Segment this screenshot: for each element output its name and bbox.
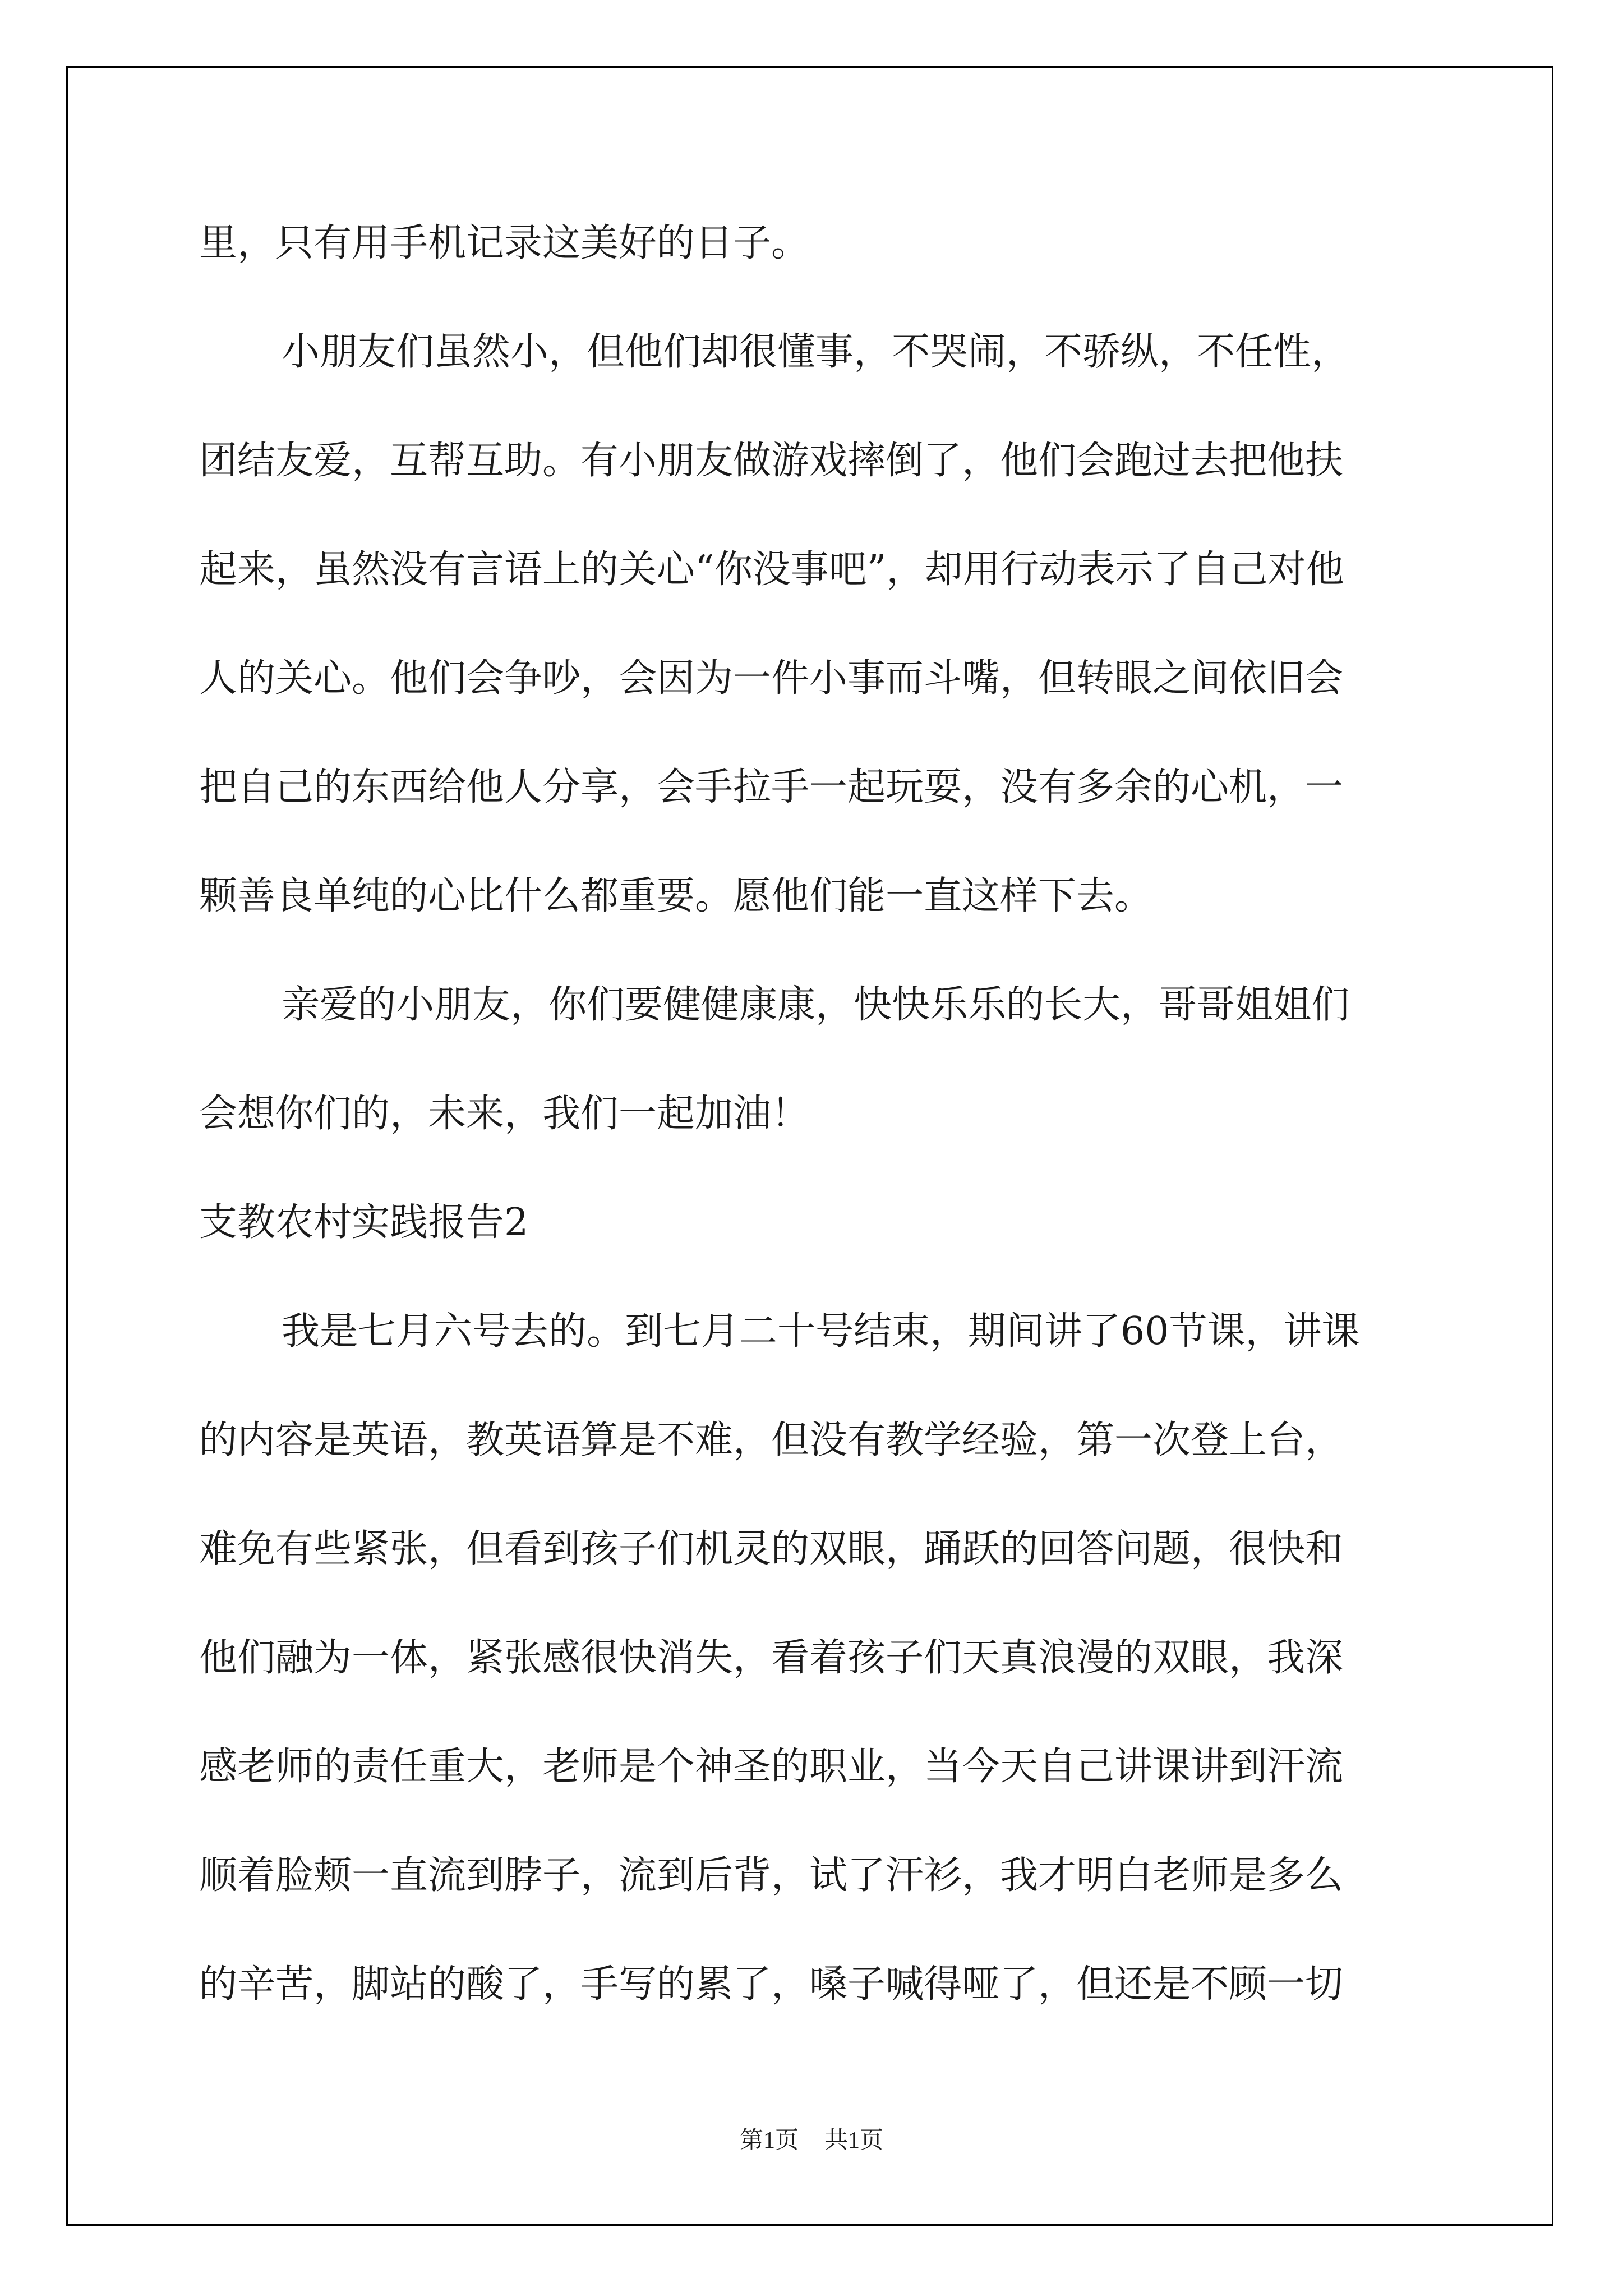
paragraph-line: 他们融为一体，紧张感很快消失，看着孩子们天真浪漫的双眼，我深	[199, 1636, 1344, 1680]
paragraph-line: 颗善良单纯的心比什么都重要。愿他们能一直这样下去。	[199, 874, 1153, 918]
paragraph-line: 会想你们的，未来，我们一起加油！	[199, 1092, 810, 1136]
page-number: 第1页	[739, 2128, 799, 2154]
paragraph-line: 把自己的东西给他人分享，会手拉手一起玩耍，没有多余的心机，一	[199, 765, 1344, 809]
page-border	[66, 66, 1553, 2226]
paragraph-line: 小朋友们虽然小，但他们却很懂事，不哭闹，不骄纵，不任性，	[282, 330, 1350, 374]
paragraph-line: 里，只有用手机记录这美好的日子。	[199, 221, 810, 265]
paragraph-line: 顺着脸颊一直流到脖子，流到后背，试了汗衫，我才明白老师是多么	[199, 1853, 1344, 1898]
paragraph-line: 的辛苦，脚站的酸了，手写的累了，嗓子喊得哑了，但还是不顾一切	[199, 1962, 1344, 2007]
page-total: 共1页	[824, 2128, 884, 2154]
paragraph-line: 难免有些紧张，但看到孩子们机灵的双眼，踊跃的回答问题，很快和	[199, 1527, 1344, 1571]
page-footer	[0, 2122, 1623, 2155]
paragraph-line: 团结友爱，互帮互助。有小朋友做游戏摔倒了，他们会跑过去把他扶	[199, 439, 1344, 483]
paragraph-line: 起来，虽然没有言语上的关心“你没事吧”，却用行动表示了自己对他	[199, 547, 1344, 592]
paragraph-line: 人的关心。他们会争吵，会因为一件小事而斗嘴，但转眼之间依旧会	[199, 656, 1344, 701]
section-heading: 支教农村实践报告2	[199, 1200, 529, 1245]
paragraph-line: 我是七月六号去的。到七月二十号结束，期间讲了60节课，讲课	[282, 1309, 1360, 1354]
paragraph-line: 亲爱的小朋友，你们要健健康康，快快乐乐的长大，哥哥姐姐们	[282, 983, 1350, 1027]
paragraph-line: 感老师的责任重大，老师是个神圣的职业，当今天自己讲课讲到汗流	[199, 1745, 1344, 1789]
paragraph-line: 的内容是英语，教英语算是不难，但没有教学经验，第一次登上台，	[199, 1418, 1344, 1462]
